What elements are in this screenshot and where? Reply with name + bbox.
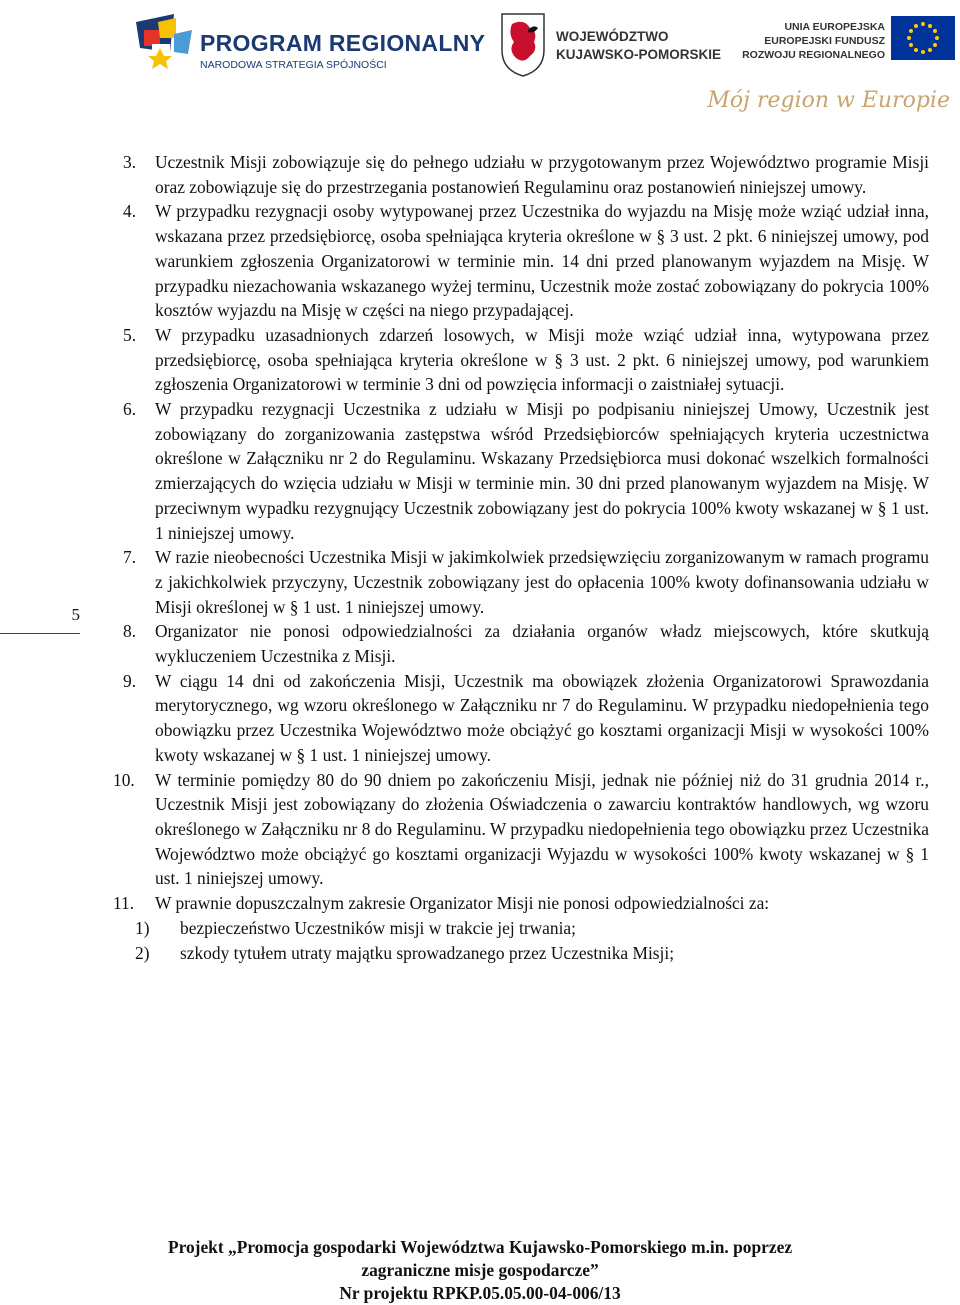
clause-text: Uczestnik Misji zobowiązuje się do pełnego udziału w przygotowanym przez Województwo programie Misji oraz zobowiązuje się do przestrzegania postanowień Regulaminu oraz postanowień niniejszej umowy. — [155, 152, 929, 197]
clause-item — [113, 891, 929, 916]
clause-text: W ciągu 14 dni od zakończenia Misji, Uczestnik ma obowiązek złożenia Organizatorowi Sprawozdania merytorycznego, wg wzoru określonego w Załączniku nr 7 do Regulaminu. W przypadku niedopełnienia tego obowiązku przez Uczestnika Województwo może obciążyć go kosztami organizacji Misji w wysokości 100% kwoty wskazanej w § 1 ust. 1 niniejszej umowy. — [155, 670, 929, 765]
subclause-text: bezpieczeństwo Uczestników misji w trakcie jej trwania; — [180, 917, 576, 938]
clause-number: 8. — [123, 621, 137, 642]
clause-item — [113, 669, 929, 768]
clause-item — [113, 397, 929, 545]
subclause-number: 1) — [135, 917, 150, 938]
clause-number: 7. — [123, 547, 137, 568]
subclause-number: 2) — [135, 942, 150, 963]
subclause-item — [113, 916, 929, 941]
eu-flag-icon — [891, 16, 955, 60]
program-regionalny-logo — [130, 8, 486, 76]
page-number: 5 — [71, 605, 80, 624]
footer-project-title: Projekt „Promocja gospodarki Województwa Kujawsko-Pomorskiego m.in. poprzez — [167, 1237, 793, 1257]
clause-number: 4. — [123, 201, 137, 222]
clause-text: W przypadku rezygnacji osoby wytypowanej przez Uczestnika do wyjazdu na Misję może wziąć udział inna, wskazana przez przedsiębiorcę, osoba spełniająca kryteria określone w § 3 ust. 2 pkt. 6 niniejszej umowy, pod warunkiem zgłoszenia Organizatorowi w terminie min. 14 dni przed planowanym wyjazdem na Misję. W przypadku niezachowania wskazanego wyżej terminu, Uczestnik może zostać zobowiązany do pokrycia 100% kosztów wyjazdu na Misję w części na niego przypadającej. — [155, 201, 929, 321]
eu-line3: ROZWOJU REGIONALNEGO — [742, 49, 885, 61]
clause-number: 5. — [123, 324, 137, 345]
clause-text: W razie nieobecności Uczestnika Misji w jakimkolwiek przedsięwzięciu zorganizowanym w ramach programu z jakichkolwiek przyczyny, Uczestnik zobowiązany jest do opłacenia 100% kwoty dofinansowania udziału w Misji określonej w § 1 ust. 1 niniejszej umowy. — [155, 547, 929, 617]
clause-text: W przypadku rezygnacji Uczestnika z udziału w Misji po podpisaniu niniejszej Umowy, Uczestnik jest zobowiązany do zorganizowania zastępstwa wśród Przedsiębiorców spełniających kryteria uczestnictwa określone w Załączniku nr 2 do Regulaminu. Wskazany Przedsiębiorca musi dokonać wszelkich formalności zmierzających do wzięcia udziału w Misji w terminie min. 30 dni przed planowanym wyjazdem na Misję. W przeciwnym wypadku rezygnujący Uczestnik zobowiązany jest do pokrycia 100% kwoty wskazanej w § 1 ust. 1 niniejszej umowy. — [155, 399, 929, 543]
clause-number: 9. — [123, 670, 137, 691]
clause-item — [113, 619, 929, 668]
voivodeship-line2: KUJAWSKO-POMORSKIE — [556, 47, 722, 62]
page-footer — [0, 1236, 960, 1305]
clause-text: W prawnie dopuszczalnym zakresie Organizator Misji nie ponosi odpowiedzialności za: — [155, 893, 770, 914]
program-subtitle: NARODOWA STRATEGIA SPÓJNOŚCI — [200, 59, 387, 71]
clause-item — [113, 199, 929, 323]
clause-text: W terminie pomiędzy 80 do 90 dniem po zakończeniu Misji, jednak nie później niż do 31 grudnia 2014 r., Uczestnik Misji jest zobowiązany do złożenia Oświadczenia o zawarciu kontraktów handlowych, wg wzoru określonego w Załączniku nr 8 do Regulaminu. W przypadku niedopełnienia tego obowiązku przez Uczestnika Województwo może obciążyć go kosztami organizacji Wyjazdu w wysokości 100% kwoty wskazanej w § 1 ust. 1 niniejszej umowy. — [155, 769, 929, 889]
contract-clauses — [113, 150, 929, 965]
motto-text: Mój region w Europie — [707, 88, 950, 113]
clause-number: 11. — [113, 893, 135, 914]
footer-project-title-cont: zagraniczne misje gospodarcze” — [361, 1260, 599, 1280]
page-number-rule — [0, 633, 80, 634]
eu-line1: UNIA EUROPEJSKA — [784, 21, 885, 33]
voivodeship-line1: WOJEWÓDZTWO — [556, 29, 669, 44]
clause-item — [113, 545, 929, 619]
subclause-text: szkody tytułem utraty majątku sprowadzanego przez Uczestnika Misji; — [180, 942, 675, 963]
program-regionalny-emblem-icon — [130, 8, 200, 76]
footer-project-number: Nr projektu RPKP.05.05.00-04-006/13 — [339, 1283, 621, 1303]
subclause-item — [113, 941, 929, 966]
clause-item — [113, 323, 929, 397]
clause-number: 6. — [123, 399, 137, 420]
clause-number: 3. — [123, 152, 137, 172]
eu-logo — [742, 14, 955, 74]
clause-text: W przypadku uzasadnionych zdarzeń losowych, w Misji może wziąć udział inna, wytypowana przez przedsiębiorcę, osoba spełniająca kryteria określone w § 3 ust. 2 pkt. 6 niniejszej umowy, pod warunkiem zgłoszenia Organizatorowi w terminie 3 dni od powzięcia informacji o zaistniałej sytuacji. — [155, 324, 929, 395]
clause-item — [113, 768, 929, 892]
clause-number: 10. — [113, 769, 135, 790]
eu-text — [742, 20, 885, 62]
clause-text: Organizator nie ponosi odpowiedzialności za działania organów władz miejscowych, które skutkują wykluczeniem Uczestnika z Misji. — [155, 621, 929, 667]
voivodeship-name — [556, 28, 721, 64]
voivodeship-logo — [498, 10, 722, 80]
page-header — [0, 0, 960, 140]
griffin-crest-icon — [498, 10, 548, 78]
program-title: PROGRAM REGIONALNY — [200, 30, 486, 56]
clause-item — [113, 150, 929, 199]
eu-line2: EUROPEJSKI FUNDUSZ — [764, 35, 885, 47]
